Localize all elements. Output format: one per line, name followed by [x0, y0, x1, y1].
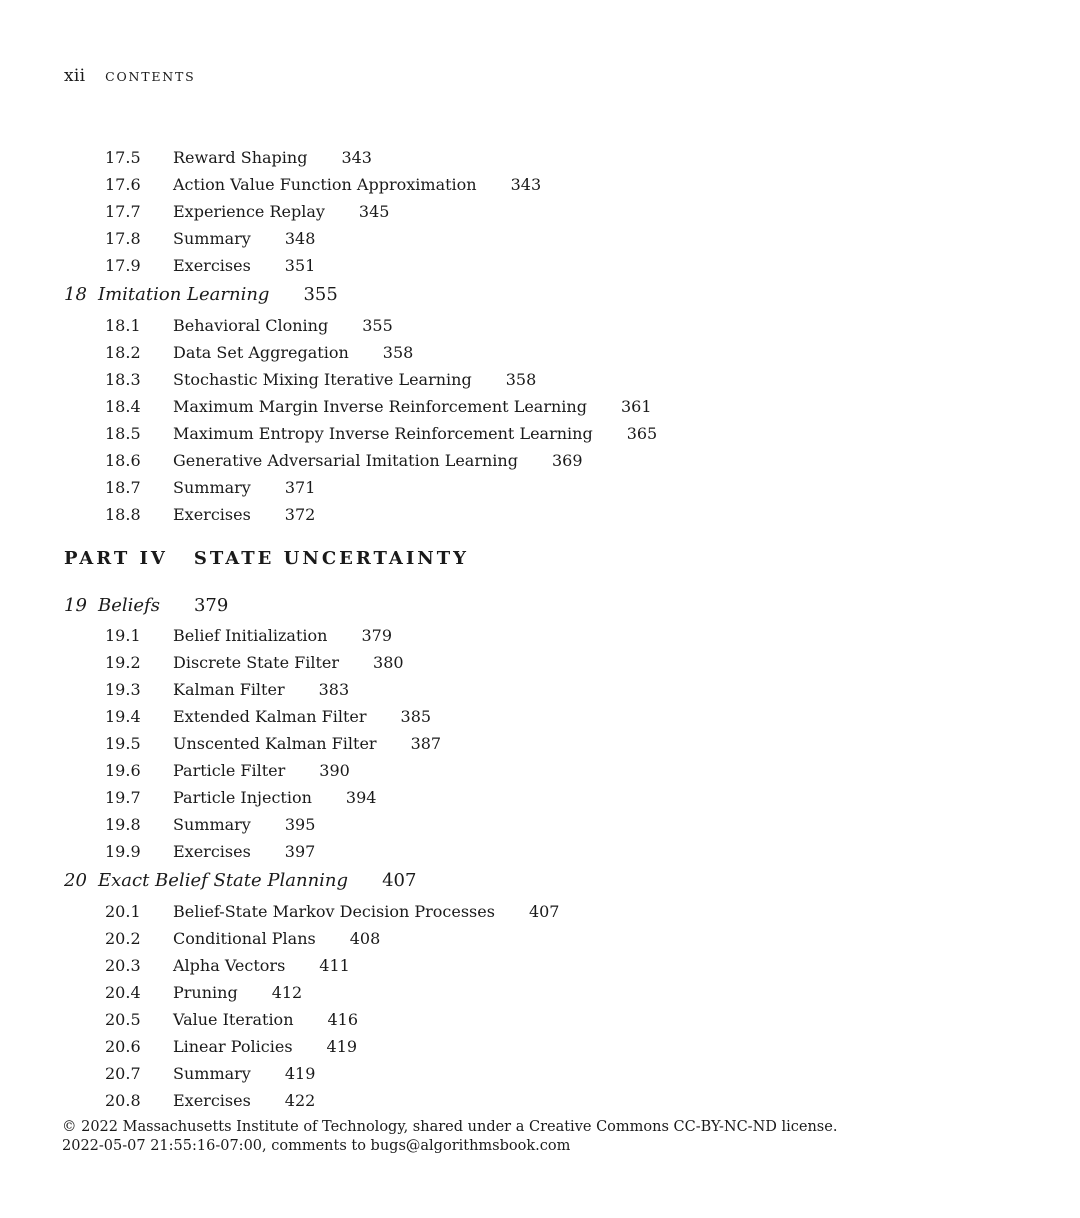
section-title: Behavioral Cloning [173, 316, 329, 335]
section-title: Unscented Kalman Filter [173, 734, 377, 753]
page-footer [62, 1118, 837, 1156]
section-number: 20.5 [105, 1010, 141, 1029]
section-number: 17.8 [105, 229, 141, 248]
section-page: 371 [284, 478, 316, 497]
section-page: 397 [284, 842, 316, 861]
chapter-title: Imitation Learning [98, 284, 270, 305]
part-name: STATE UNCERTAINTY [193, 548, 469, 569]
section-title: Summary [173, 815, 251, 834]
section-title: Action Value Function Approximation [173, 175, 477, 194]
part-heading [64, 548, 469, 569]
section-title: Summary [173, 1064, 251, 1083]
chapter-page: 355 [303, 284, 338, 305]
section-title: Exercises [173, 1091, 251, 1110]
section-number: 17.6 [105, 175, 141, 194]
chapter-title: Exact Belief State Planning [98, 870, 349, 891]
section-title: Particle Injection [173, 788, 312, 807]
section-number: 17.7 [105, 202, 141, 221]
section-title: Summary [173, 478, 251, 497]
section-title: Exercises [173, 256, 251, 275]
section-page: 416 [327, 1010, 359, 1029]
section-page: 383 [318, 680, 350, 699]
section-page: 369 [551, 451, 583, 470]
header-title: CONTENTS [105, 69, 196, 84]
section-page: 387 [410, 734, 442, 753]
section-number: 20.8 [105, 1091, 141, 1110]
section-page: 407 [528, 902, 560, 921]
chapter-page: 379 [193, 595, 229, 616]
section-page: 379 [361, 626, 392, 645]
section-title: Stochastic Mixing Iterative Learning [173, 370, 472, 389]
section-title: Extended Kalman Filter [173, 707, 367, 726]
section-number: 18.6 [105, 451, 141, 470]
section-title: Belief Initialization [173, 626, 328, 645]
section-title: Maximum Margin Inverse Reinforcement Learning [173, 397, 587, 416]
section-number: 18.8 [105, 505, 141, 524]
section-title: Belief-State Markov Decision Processes [173, 902, 495, 921]
section-number: 18.1 [105, 316, 141, 335]
section-page: 348 [284, 229, 316, 248]
section-page: 355 [362, 316, 393, 335]
section-page: 422 [284, 1091, 316, 1110]
section-number: 18.3 [105, 370, 141, 389]
section-number: 19.9 [105, 842, 141, 861]
section-title: Summary [173, 229, 251, 248]
chapter-number: 18 [64, 284, 87, 305]
section-number: 19.3 [105, 680, 141, 699]
chapter-number: 20 [64, 870, 87, 891]
section-page: 361 [620, 397, 652, 416]
section-number: 19.4 [105, 707, 141, 726]
section-title: Conditional Plans [173, 929, 316, 948]
section-title: Maximum Entropy Inverse Reinforcement Learning [173, 424, 593, 443]
section-number: 18.7 [105, 478, 141, 497]
section-number: 20.3 [105, 956, 141, 975]
part-label: PART IV [64, 548, 168, 569]
section-title: Generative Adversarial Imitation Learning [173, 451, 518, 470]
section-number: 19.2 [105, 653, 141, 672]
section-page: 412 [271, 983, 303, 1002]
section-title: Alpha Vectors [173, 956, 286, 975]
section-title: Particle Filter [173, 761, 286, 780]
build-info: 2022-05-07 21:55:16-07:00, comments to bugs@algorithmsbook.com [62, 1138, 571, 1154]
section-page: 390 [319, 761, 350, 780]
page-number: xii [64, 66, 86, 86]
section-page: 343 [510, 175, 542, 194]
section-page: 358 [505, 370, 537, 389]
section-number: 19.1 [105, 626, 141, 645]
section-page: 394 [345, 788, 377, 807]
section-number: 17.5 [105, 148, 141, 167]
section-page: 419 [326, 1037, 358, 1056]
section-number: 19.8 [105, 815, 141, 834]
section-page: 343 [341, 148, 372, 167]
section-page: 351 [284, 256, 316, 275]
section-title: Value Iteration [173, 1010, 294, 1029]
section-page: 380 [373, 653, 404, 672]
section-title: Data Set Aggregation [173, 343, 349, 362]
section-page: 358 [382, 343, 414, 362]
section-number: 18.4 [105, 397, 141, 416]
chapter-title: Beliefs [98, 595, 160, 616]
chapter-page: 407 [382, 870, 417, 891]
section-page: 408 [349, 929, 381, 948]
section-number: 19.7 [105, 788, 141, 807]
section-title: Pruning [173, 983, 238, 1002]
section-page: 395 [284, 815, 316, 834]
section-number: 19.6 [105, 761, 141, 780]
section-title: Linear Policies [173, 1037, 293, 1056]
section-page: 419 [284, 1064, 316, 1083]
section-number: 20.4 [105, 983, 141, 1002]
section-number: 18.5 [105, 424, 141, 443]
section-number: 20.6 [105, 1037, 141, 1056]
section-number: 20.7 [105, 1064, 141, 1083]
section-number: 17.9 [105, 256, 141, 275]
section-number: 19.5 [105, 734, 141, 753]
section-title: Discrete State Filter [173, 653, 340, 672]
section-title: Exercises [173, 505, 251, 524]
section-title: Kalman Filter [173, 680, 285, 699]
section-title: Exercises [173, 842, 251, 861]
section-title: Reward Shaping [173, 148, 308, 167]
section-page: 365 [626, 424, 658, 443]
section-page: 385 [400, 707, 432, 726]
section-page: 411 [319, 956, 350, 975]
section-page: 345 [358, 202, 390, 221]
section-page: 372 [284, 505, 316, 524]
section-number: 20.2 [105, 929, 141, 948]
section-number: 20.1 [105, 902, 141, 921]
section-number: 18.2 [105, 343, 141, 362]
section-title: Experience Replay [173, 202, 325, 221]
chapter-number: 19 [64, 595, 87, 616]
copyright-notice: © 2022 Massachusetts Institute of Technology, shared under a Creative Commons CC-BY-NC-ND license. [62, 1119, 838, 1135]
